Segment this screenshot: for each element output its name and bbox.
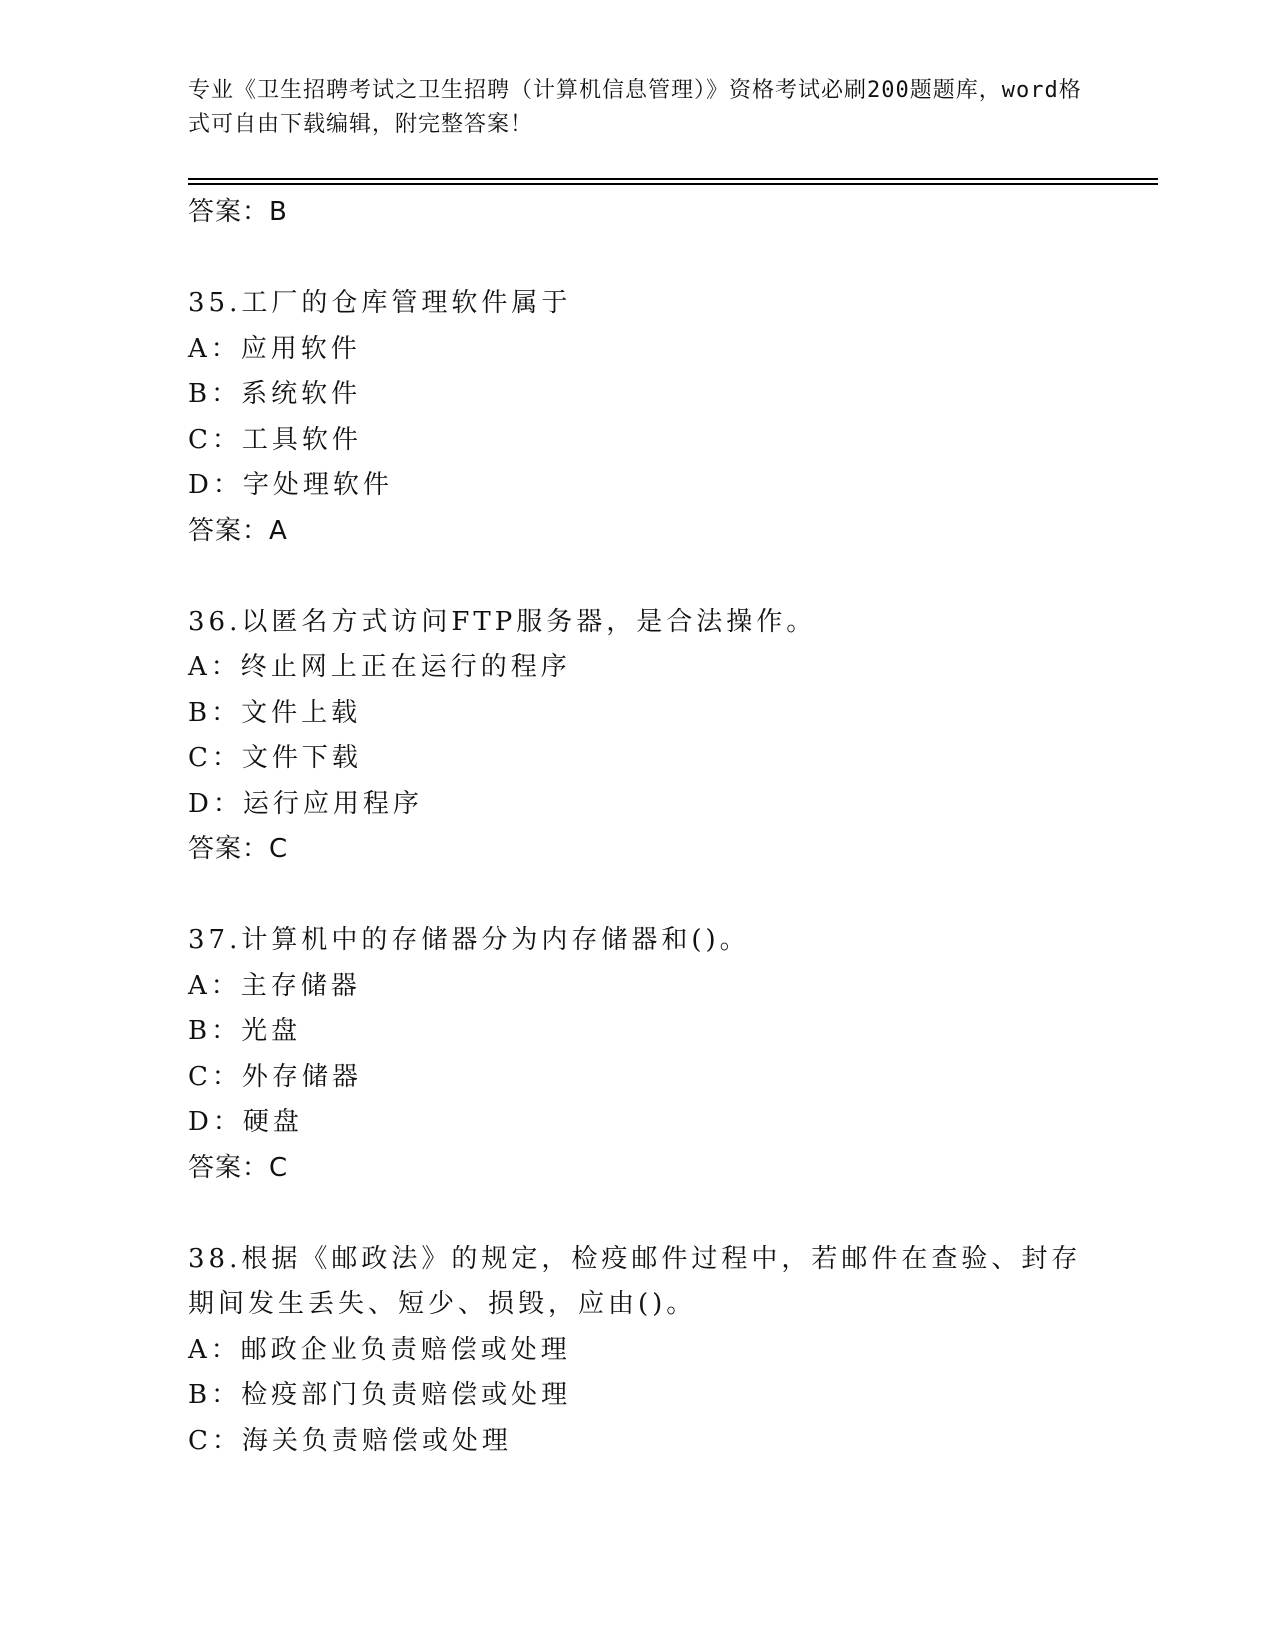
option-c: C：外存储器 [188,1061,362,1092]
answer: 答案：A [188,515,288,546]
question-stem: 36.以匿名方式访问FTP服务器，是合法操作。 [188,606,817,637]
question-list [188,190,1088,1464]
option-b: B：检疫部门负责赔偿或处理 [188,1380,572,1410]
option-b: B：光盘 [188,1016,302,1046]
option-b: B：系统软件 [188,379,362,409]
option-c: C：文件下载 [188,743,362,773]
spacer [188,236,1088,282]
header-divider-bottom [188,183,1158,185]
question-stem: 38.根据《邮政法》的规定，检疫邮件过程中，若邮件在查验、封存期间发生丢失、短少、损毁，应由()。 [188,1243,1082,1319]
header-divider-top [188,178,1158,180]
option-a: A：主存储器 [188,970,361,1001]
option-a: A：邮政企业负责赔偿或处理 [188,1334,571,1365]
spacer [188,1191,1088,1237]
option-d: D：硬盘 [188,1107,303,1137]
option-b: B：文件上载 [188,697,362,728]
spacer [188,554,1088,600]
option-c: C：工具软件 [188,424,362,455]
question-stem: 37.计算机中的存储器分为内存储器和()。 [188,925,750,955]
option-a: A：应用软件 [188,333,361,364]
question-stem: 35.工厂的仓库管理软件属于 [188,288,572,318]
option-d: D：字处理软件 [188,470,393,500]
option-a: A：终止网上正在运行的程序 [188,652,571,682]
document-header: 专业《卫生招聘考试之卫生招聘（计算机信息管理）》资格考试必刷200题题库，word格式可自由下载编辑，附完整答案！ [188,78,1082,137]
option-d: D：运行应用程序 [188,788,423,819]
answer: 答案：C [188,1152,289,1183]
answer: 答案：C [188,834,289,864]
spacer [188,873,1088,919]
option-c: C：海关负责赔偿或处理 [188,1425,512,1456]
previous-answer: 答案：B [188,197,288,227]
